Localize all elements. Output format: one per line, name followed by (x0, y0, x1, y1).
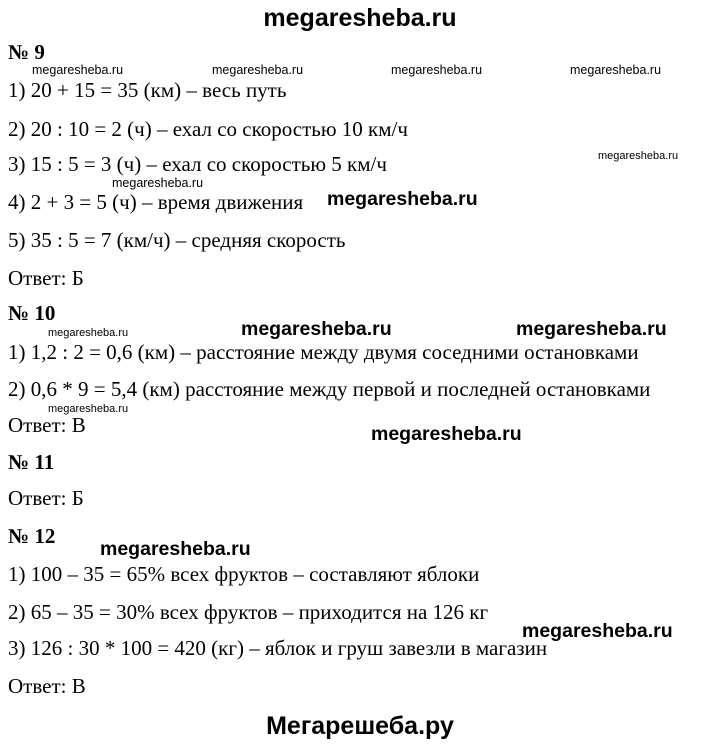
problem-9-line-5: 5) 35 : 5 = 7 (км/ч) – средняя скорость (8, 228, 346, 252)
problem-10-number: № 10 (8, 301, 56, 325)
problem-10-line-1: 1) 1,2 : 2 = 0,6 (км) – расстояние между двумя соседними остановками (8, 340, 639, 364)
problem-12-line-3: 3) 126 : 30 * 100 = 420 (кг) – яблок и груш завезли в магазин (8, 636, 548, 660)
problem-12-line-1: 1) 100 – 35 = 65% всех фруктов – составляют яблоки (8, 562, 480, 586)
problem-9-line-4: 4) 2 + 3 = 5 (ч) – время движения (8, 190, 304, 214)
watermark: megaresheba.ru (391, 63, 483, 77)
problem-12-answer: Ответ: В (8, 674, 86, 698)
watermark: megaresheba.ru (327, 188, 478, 210)
problem-9-line-1: 1) 20 + 15 = 35 (км) – весь путь (8, 78, 287, 102)
problem-9-line-2: 2) 20 : 10 = 2 (ч) – ехал со скоростью 10 км/ч (8, 117, 408, 141)
problem-10-answer: Ответ: В (8, 413, 86, 437)
watermark: megaresheba.ru (522, 620, 673, 642)
footer-title: Мегарешеба.ру (266, 712, 454, 740)
site-title: megaresheba.ru (263, 4, 457, 32)
watermark: megaresheba.ru (371, 423, 522, 445)
watermark: megaresheba.ru (32, 63, 124, 77)
watermark: megaresheba.ru (516, 318, 667, 340)
watermark: megaresheba.ru (598, 150, 679, 162)
problem-11-number: № 11 (8, 450, 55, 474)
problem-10-line-2: 2) 0,6 * 9 = 5,4 (км) расстояние между первой и последней остановками (8, 377, 651, 401)
problem-12-line-2: 2) 65 – 35 = 30% всех фруктов – приходится на 126 кг (8, 600, 489, 624)
problem-9-answer: Ответ: Б (8, 266, 84, 290)
problem-11-answer: Ответ: Б (8, 486, 84, 510)
watermark: megaresheba.ru (48, 327, 129, 339)
problem-9-number: № 9 (8, 40, 45, 64)
watermark: megaresheba.ru (100, 538, 251, 560)
watermark: megaresheba.ru (570, 63, 662, 77)
problem-12-number: № 12 (8, 524, 56, 548)
watermark: megaresheba.ru (48, 403, 129, 415)
watermark: megaresheba.ru (112, 176, 204, 190)
watermark: megaresheba.ru (241, 318, 392, 340)
problem-9-line-3: 3) 15 : 5 = 3 (ч) – ехал со скоростью 5 км/ч (8, 152, 387, 176)
watermark: megaresheba.ru (212, 63, 304, 77)
